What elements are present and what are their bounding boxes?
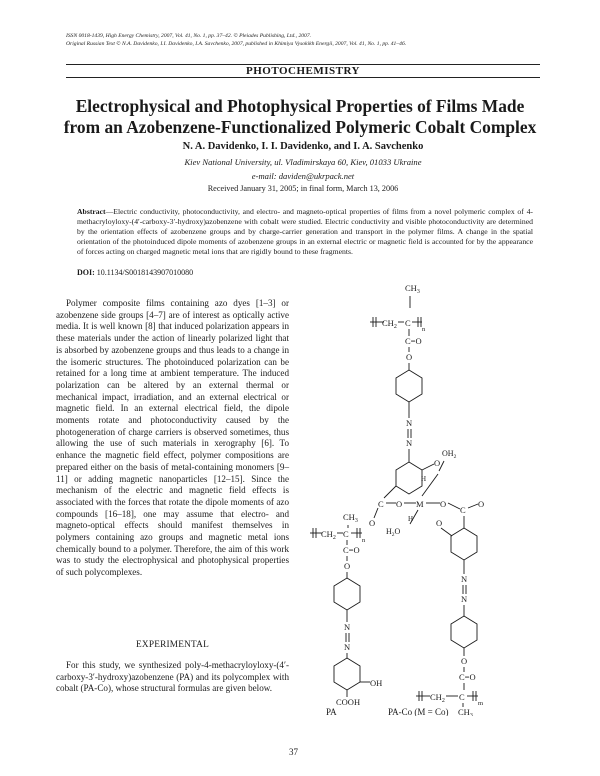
paco-top-ch2: $CH_2$ <box>382 318 397 330</box>
bond <box>384 486 396 498</box>
benzene-ring-4 <box>451 616 477 648</box>
page-number: 37 <box>289 747 298 757</box>
pa-n: n <box>362 537 366 544</box>
azo-n-2b: N <box>461 594 468 604</box>
ester-co-right: C=O <box>459 672 476 682</box>
pa-label: PA <box>326 707 337 716</box>
pa-o: O <box>344 561 351 571</box>
h-bridge-2: H <box>408 515 414 523</box>
experimental-heading: EXPERIMENTAL <box>136 640 209 650</box>
carbonyl-o-2: O <box>478 499 485 509</box>
paco-label: PA-Co (M = Co) <box>388 707 449 716</box>
carboxyl-o-1: O <box>396 499 403 509</box>
paco-bottom-m: m <box>478 700 484 707</box>
pa-oh: OH <box>370 678 383 688</box>
benzene-ring-3 <box>451 528 477 560</box>
bond <box>422 464 434 470</box>
journal-citation-line: ISSN 0018-1439, High Energy Chemistry, 2007, Vol. 41, No. 1, pp. 37–42. © Pleiades Publishing, Ltd., 2007. <box>66 33 312 39</box>
experimental-paragraph: For this study, we synthesized poly-4-methacryloyloxy-(4′-carboxy-3′-hydroxy)azobenzene (PA) and its polycomplex with cobalt (PA-Co), whose structural formulas are given below. <box>56 660 289 694</box>
paco-bottom-c: C <box>459 692 465 702</box>
abstract-text: —Electric conductivity, photoconductivity, and electro- and magneto-optical properties of films from a novel polymeric complex of 4-methacryloyloxy-(4′-carboxy-3′-hydroxy)azobenzene with cobalt were studied. Electric conductivity and visible photoconductivity are determined by the orientation effects of azobenzene groups and by charge-carrier generation and transport in the polymer films. A change in the spatial orientation of the photoinduced dipole moments of azobenzene groups in an external electric or magnetic field is accounted for by the appearance of forces acting on charged magnetic metal ions that are rigidly bound to these fragments. <box>77 207 533 257</box>
bond <box>468 504 478 508</box>
section-rule-bottom <box>66 77 540 78</box>
section-label: PHOTOCHEMISTRY <box>246 65 360 77</box>
title-line-2: from an Azobenzene-Functionalized Polymeric Cobalt Complex <box>63 117 537 137</box>
intro-column <box>56 298 289 579</box>
paco-bottom-ch2: $CH_2$ <box>430 692 445 704</box>
paco-bottom-ch3: $CH_3$ <box>458 707 473 716</box>
metal-center: M <box>416 499 424 509</box>
received-date: Received January 31, 2005; in final form, March 13, 2006 <box>207 184 399 193</box>
intro-paragraph: Polymer composite films containing azo dyes [1–3] or azobenzene side groups [4–7] are of interest as optically active media. It is well known [8] that induced polarization appears in these materials under the action of linearly polarized light that is absorbed by azobenzene groups and thus leads to a change in the isomeric structures. The photoinduced polarization can be retained for a long time at ambient temperature. The induced polarization can be altered by an external thermal or mechanical impact, irradiation, and an external electrical or magnetic field. In an external electrical field, the dipole moments rotate and photoconductivity caused by the photogeneration of charge carriers is observed sometimes, thus allowing the use of such materials in xerography [6]. To enhance the magnetic field effect, polymer compositions are prepared either on the basis of metal-containing monomers [9–11] or adding magnetic nanoparticles [12–15]. Since the mechanism of the electric and magnetic field effects is associated with the forces that rotate the dipole moments of azo compounds [16–18], one may assume that electro- and magneto-optical effects should manifest themselves in polymers containing azo groups and magnetic metal ions chemically bound to a polymer. Therefore, the aim of this work was to study the electrophysical and photophysical properties of such polycomplexes. <box>56 298 289 578</box>
phenol-o-1: O <box>434 458 441 468</box>
carboxyl-c-2: C <box>460 505 466 515</box>
affiliation: Kiev National University, ul. Vladimirskaya 60, Kiev, 01033 Ukraine <box>184 157 422 167</box>
azo-n-2a: N <box>461 574 468 584</box>
experimental-column <box>56 660 289 695</box>
authors: N. A. Davidenko, I. I. Davidenko, and I. A. Savchenko <box>182 141 424 152</box>
pa-ch3: $CH_3$ <box>343 512 358 524</box>
pa-benzene-ring-1 <box>334 578 360 610</box>
pa-ch2: $CH_2$ <box>321 529 336 541</box>
paco-top-co: C=O <box>405 336 422 346</box>
carboxyl-c-1: C <box>378 499 384 509</box>
h-bridge-1: H <box>421 475 427 483</box>
article-title <box>50 96 550 138</box>
email: e-mail: daviden@ukrpack.net <box>251 171 355 181</box>
pa-cooh: COOH <box>336 697 361 707</box>
phenol-o-2: O <box>436 518 443 528</box>
azo-n-1b: N <box>406 438 413 448</box>
bond <box>374 508 378 518</box>
bond <box>441 528 452 536</box>
pa-benzene-ring-2 <box>334 658 360 690</box>
paco-top-o: O <box>406 352 413 362</box>
ester-o-right: O <box>461 656 468 666</box>
azo-n-1a: N <box>406 418 413 428</box>
pa-c: C <box>343 529 349 539</box>
original-text-line: Original Russian Text © N.A. Davidenko, I.I. Davidenko, I.A. Savchenko, 2007, published in Khimiya Vysokikh Energii, 2007, Vol. 41, No. 1, pp. 41–46. <box>66 41 407 47</box>
carbonyl-o-1: O <box>369 518 376 528</box>
title-line-1: Electrophysical and Photophysical Properties of Films Made <box>75 96 525 116</box>
structural-formula-figure <box>306 284 556 716</box>
pa-co: C=O <box>343 545 360 555</box>
doi-link[interactable]: 10.1134/S0018143907010080 <box>96 268 194 277</box>
benzene-ring-1 <box>396 370 422 402</box>
paco-top-backbone <box>370 284 426 370</box>
water-ligand-top: $OH_2$ <box>442 449 457 460</box>
doi-label: DOI: <box>77 268 95 277</box>
abstract-label: Abstract <box>77 207 106 216</box>
paco-top-c: C <box>405 318 411 328</box>
pa-azo-n-b: N <box>344 642 351 652</box>
water-ligand-bottom: $H_2O$ <box>386 527 401 538</box>
benzene-ring-2 <box>396 462 422 494</box>
doi <box>77 268 193 277</box>
bond <box>448 503 460 509</box>
carboxyl-o-2: O <box>440 499 447 509</box>
abstract <box>77 207 533 257</box>
paco-top-n: n <box>422 326 426 333</box>
pa-azo-n-a: N <box>344 622 351 632</box>
paco-top-ch3: $CH_3$ <box>405 284 420 295</box>
